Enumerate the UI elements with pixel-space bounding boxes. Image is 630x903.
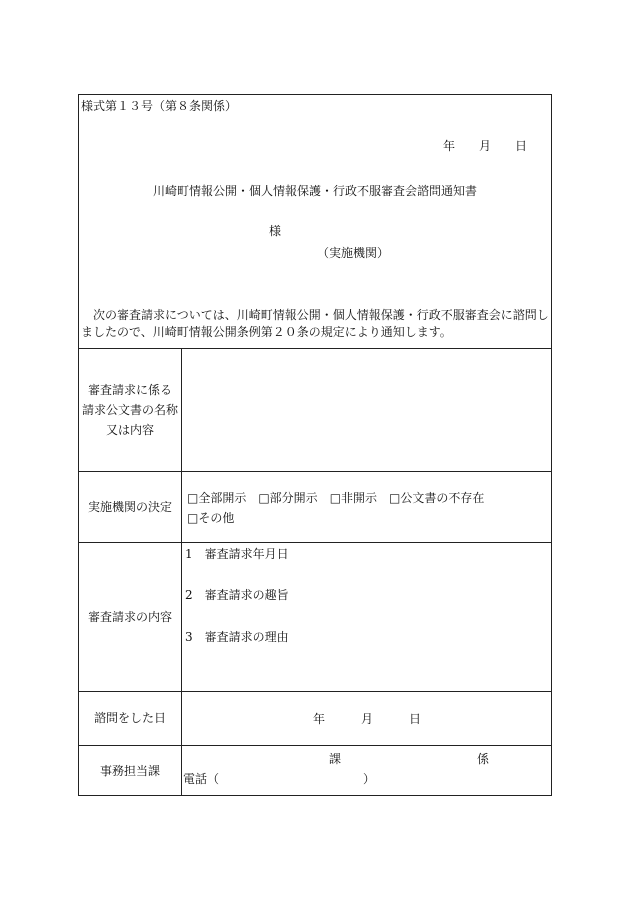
subject-label [79,348,181,471]
decision-label: 実施機関の決定 [87,499,172,514]
checkbox-partial-disclosure[interactable]: □部分開示 [258,491,318,505]
request-label: 審査請求の内容 [87,609,172,624]
contact-dept: 課 [329,752,342,766]
request-item-date: 1 審査請求年月日 [185,547,289,561]
intro-text [81,307,549,341]
form-title: 川崎町情報公開・個人情報保護・行政不服審査会諮問通知書 [152,184,477,198]
notice-form [78,94,552,796]
intro-line-1: 次の審査請求については、川崎町情報公開・個人情報保護・行政不服審査会に諮問し [93,308,549,322]
decision-options-line-1 [187,490,484,506]
request-item-reason: 3 審査請求の理由 [185,630,289,644]
checkbox-nonexistent[interactable]: □公文書の不存在 [389,491,485,505]
contact-label: 事務担当課 [99,764,160,778]
request-item-purpose: 2 審査請求の趣旨 [185,588,289,602]
checkbox-non-disclosure[interactable]: □非開示 [329,491,378,505]
subject-field[interactable] [182,349,551,471]
subject-label-line: 請求公文書の名称 [81,402,178,417]
intro-line-2: ましたので、川崎町情報公開条例第２０条の規定により通知します。 [81,325,452,339]
consult-date-value: 年 月 日 [313,712,422,726]
consult-date-label: 諮問をした日 [93,711,166,725]
subject-label-line: 審査請求に係る [87,382,172,397]
addressee-suffix: 様 [269,224,282,238]
checkbox-other[interactable]: □その他 [187,511,235,525]
form-date: 年 月 日 [443,139,528,153]
subject-label-line: 又は内容 [105,422,154,437]
sender-label: （実施機関） [317,246,390,260]
contact-section: 係 [477,752,490,766]
form-number: 様式第１３号（第８条関係） [81,99,238,113]
contact-phone: 電話（ ） [183,772,376,786]
checkbox-full-disclosure[interactable]: □全部開示 [187,491,247,505]
